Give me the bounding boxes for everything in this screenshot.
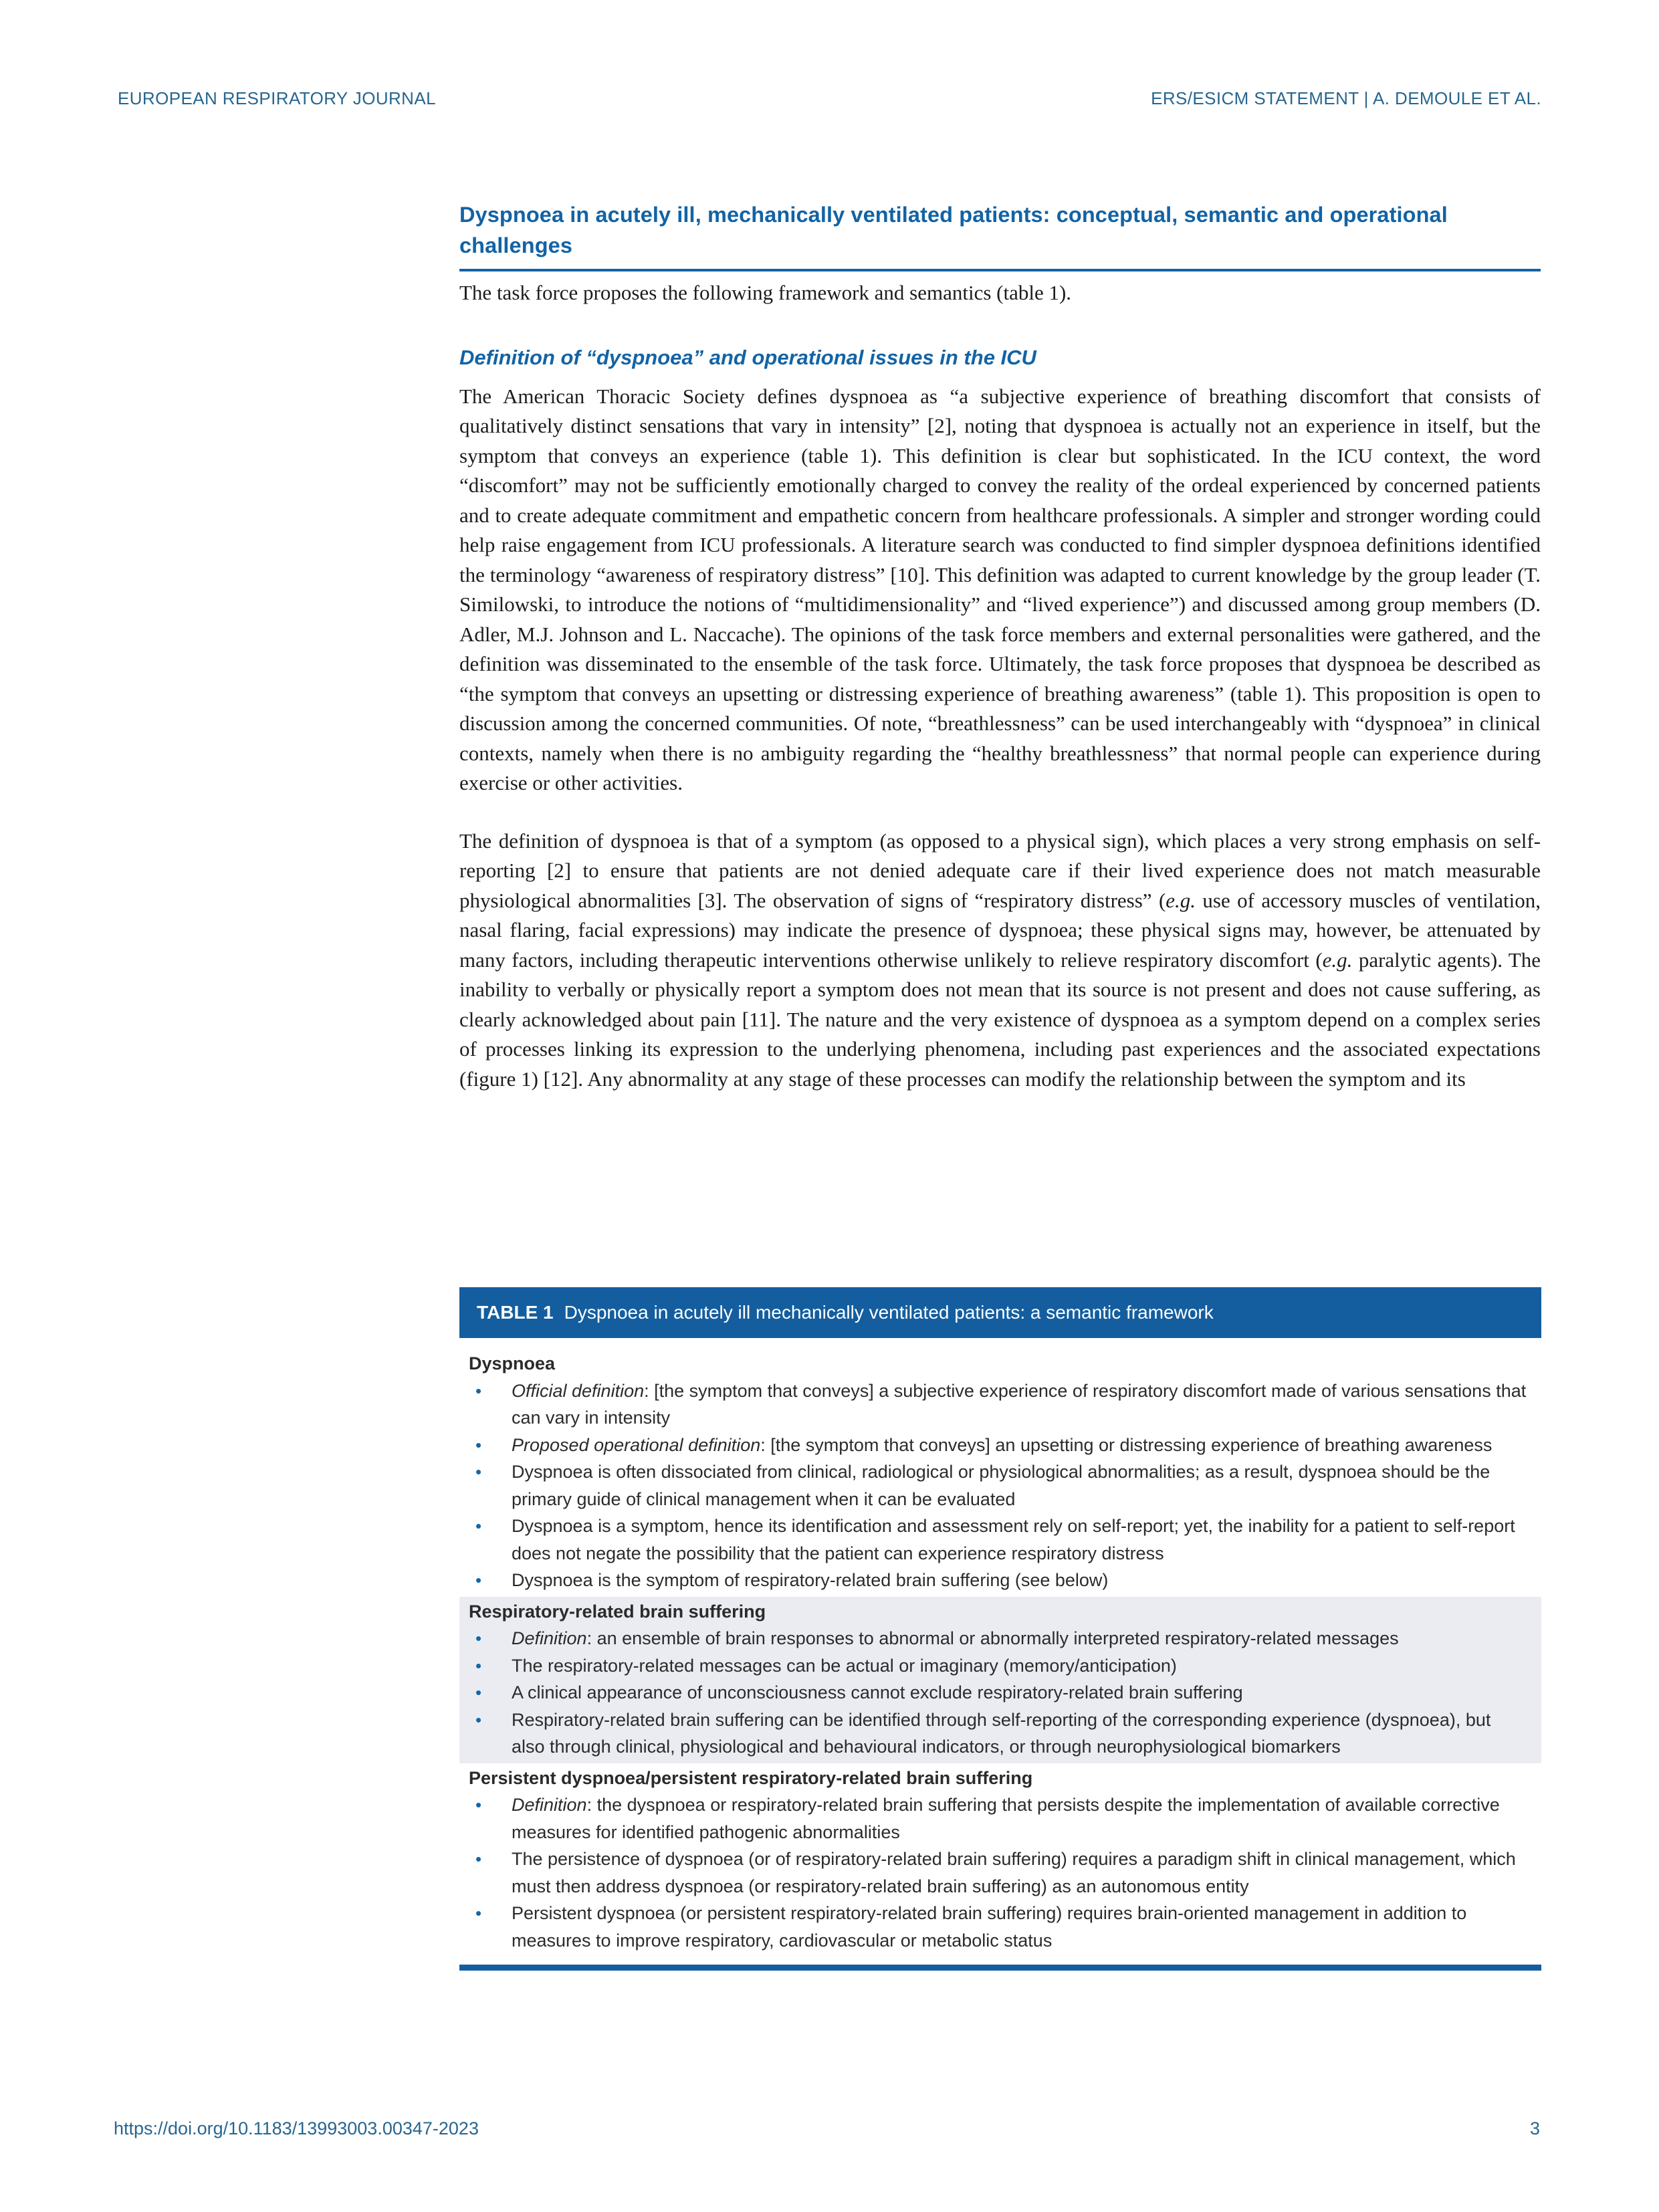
table-row-text: A clinical appearance of unconsciousness cannot exclude respiratory-related brain suffering (512, 1682, 1243, 1702)
table-section-title: Respiratory-related brain suffering (469, 1601, 766, 1622)
table-label: TABLE 1 (477, 1302, 554, 1323)
table-row (469, 1513, 1527, 1567)
doi-link[interactable]: https://doi.org/10.1183/13993003.00347-2023 (114, 2118, 479, 2138)
table-row (469, 1706, 1527, 1761)
table-row (469, 1377, 1527, 1432)
table-row-text: Respiratory-related brain suffering can be identified through self-reporting of the corresponding experience (dyspnoea), but also through clinical, physiological and behavioural indicators, or through neurophysiological biomarkers (512, 1709, 1491, 1757)
table-section-respiratory-brain-suffering (459, 1597, 1541, 1763)
table-row-text: Definition: the dyspnoea or respiratory-related brain suffering that persists despite the implementation of available corrective measures for identified pathogenic abnormalities (512, 1795, 1500, 1842)
body-paragraph-1: The American Thoracic Society defines dyspnoea as “a subjective experience of breathing discomfort that consists of qualitatively distinct sensations that vary in intensity” [2], noting that dyspnoea is actually not an experience in itself, but the symptom that conveys an experience (table 1). This definition is clear but sophisticated. In the ICU context, the word “discomfort” may not be sufficiently emotionally charged to convey the reality of the ordeal experienced by concerned patients and to create adequate commitment and empathetic concern from healthcare professionals. A simpler and stronger wording could help raise engagement from ICU professionals. A literature search was conducted to find simpler dyspnoea definitions identified the terminology “awareness of respiratory distress” [10]. This definition was adapted to current knowledge by the group leader (T. Similowski, to introduce the notions of “multidimensionality” and “lived experience”) and discussed among group members (D. Adler, M.J. Johnson and L. Naccache). The opinions of the task force members and external personalities were gathered, and the definition was disseminated to the ensemble of the task force. Ultimately, the task force proposes that dyspnoea be described as “the symptom that conveys an upsetting or distressing experience of breathing awareness” (table 1). This proposition is open to discussion among the concerned communities. Of note, “breathlessness” can be used interchangeably with “dyspnoea” in clinical contexts, namely when there is no ambiguity regarding the “healthy breathlessness” that normal people can experience during exercise or other activities. (459, 384, 1541, 794)
table-section-dyspnoea (459, 1349, 1541, 1597)
table-row-text: Official definition: [the symptom that conveys] a subjective experience of respiratory discomfort made of various sensations that can vary in intensity (512, 1380, 1527, 1428)
table-section-title: Persistent dyspnoea/persistent respiratory-related brain suffering (469, 1767, 1033, 1788)
table-caption: Dyspnoea in acutely ill mechanically ventilated patients: a semantic framework (564, 1302, 1214, 1323)
table-bottom-rule (459, 1965, 1541, 1971)
running-head (118, 88, 1541, 109)
bullet-dot-icon: • (475, 1570, 482, 1590)
table-row (469, 1652, 1527, 1680)
table-row (469, 1791, 1527, 1846)
table-row-text: Persistent dyspnoea (or persistent respiratory-related brain suffering) requires brain-oriented management in addition to measures to improve respiratory, cardiovascular or metabolic status (512, 1903, 1467, 1951)
bullet-dot-icon: • (475, 1709, 482, 1730)
main-text-column (459, 199, 1541, 1094)
table-row (469, 1679, 1527, 1706)
bullet-dot-icon: • (475, 1434, 482, 1455)
bullet-dot-icon: • (475, 1628, 482, 1648)
table-row-text: The respiratory-related messages can be actual or imaginary (memory/anticipation) (512, 1655, 1177, 1676)
table-row-text: Dyspnoea is a symptom, hence its identification and assessment rely on self-report; yet, the inability for a patient to self-report does not negate the possibility that the patient can experience respiratory distress (512, 1516, 1515, 1563)
bullet-dot-icon: • (475, 1655, 482, 1676)
table-row-text: Proposed operational definition: [the symptom that conveys] an upsetting or distressing experience of breathing awareness (512, 1434, 1492, 1455)
article-running-title: ERS/ESICM STATEMENT | A. DEMOULE ET AL. (1151, 88, 1541, 108)
journal-name: EUROPEAN RESPIRATORY JOURNAL (118, 88, 436, 108)
table-row-text: The persistence of dyspnoea (or of respiratory-related brain suffering) requires a paradigm shift in clinical management, which must then address dyspnoea (or respiratory-related brain suffering) as an autonomous entity (512, 1849, 1516, 1896)
table-row (469, 1432, 1527, 1459)
table-row (469, 1900, 1527, 1954)
heading-rule (459, 269, 1541, 271)
table-row-text: Dyspnoea is often dissociated from clinical, radiological or physiological abnormalities; as a result, dyspnoea should be the primary guide of clinical management when it can be evaluated (512, 1462, 1490, 1509)
bullet-dot-icon: • (475, 1380, 482, 1401)
table-caption-bar (459, 1287, 1541, 1338)
page-footer (114, 2118, 1540, 2139)
bullet-dot-icon: • (475, 1516, 482, 1536)
table-section-title: Dyspnoea (469, 1353, 556, 1373)
table-body (459, 1338, 1541, 1971)
table-row (469, 1458, 1527, 1513)
intro-sentence: The task force proposes the following framework and semantics (table 1). (459, 281, 1072, 304)
table-section-persistent-dyspnoea (459, 1763, 1541, 1957)
bullet-dot-icon: • (475, 1849, 482, 1869)
table-row-text: Dyspnoea is the symptom of respiratory-related brain suffering (see below) (512, 1570, 1109, 1590)
table-row (469, 1846, 1527, 1900)
table-row (469, 1625, 1527, 1652)
table-1 (459, 1287, 1541, 1971)
table-row (469, 1567, 1527, 1594)
bullet-dot-icon: • (475, 1462, 482, 1482)
bullet-dot-icon: • (475, 1795, 482, 1815)
page-number: 3 (1529, 2118, 1540, 2138)
bullet-dot-icon: • (475, 1682, 482, 1702)
table-row-text: Definition: an ensemble of brain responses to abnormal or abnormally interpreted respiratory-related messages (512, 1628, 1399, 1648)
subsection-heading: Definition of “dyspnoea” and operational issues in the ICU (459, 345, 1036, 369)
section-heading: Dyspnoea in acutely ill, mechanically ventilated patients: conceptual, semantic and operational challenges (459, 203, 1448, 257)
body-paragraph-2: The definition of dyspnoea is that of a symptom (as opposed to a physical sign), which places a very strong emphasis on self-reporting [2] to ensure that patients are not denied adequate care if their lived experience does not match measurable physiological abnormalities [3]. The observation of signs of “respiratory distress” (e.g. use of accessory muscles of ventilation, nasal flaring, facial expressions) may indicate the presence of dyspnoea; these physical signs may, however, be attenuated by many factors, including therapeutic interventions otherwise unlikely to relieve respiratory discomfort (e.g. paralytic agents). The inability to verbally or physically report a symptom does not mean that its source is not present and does not cause suffering, as clearly acknowledged about pain [11]. The nature and the very existence of dyspnoea as a symptom depend on a complex series of processes linking its expression to the underlying phenomena, including past experiences and the associated expectations (figure 1) [12]. Any abnormality at any stage of these processes can modify the relationship between the symptom and its (459, 828, 1541, 1091)
bullet-dot-icon: • (475, 1903, 482, 1923)
